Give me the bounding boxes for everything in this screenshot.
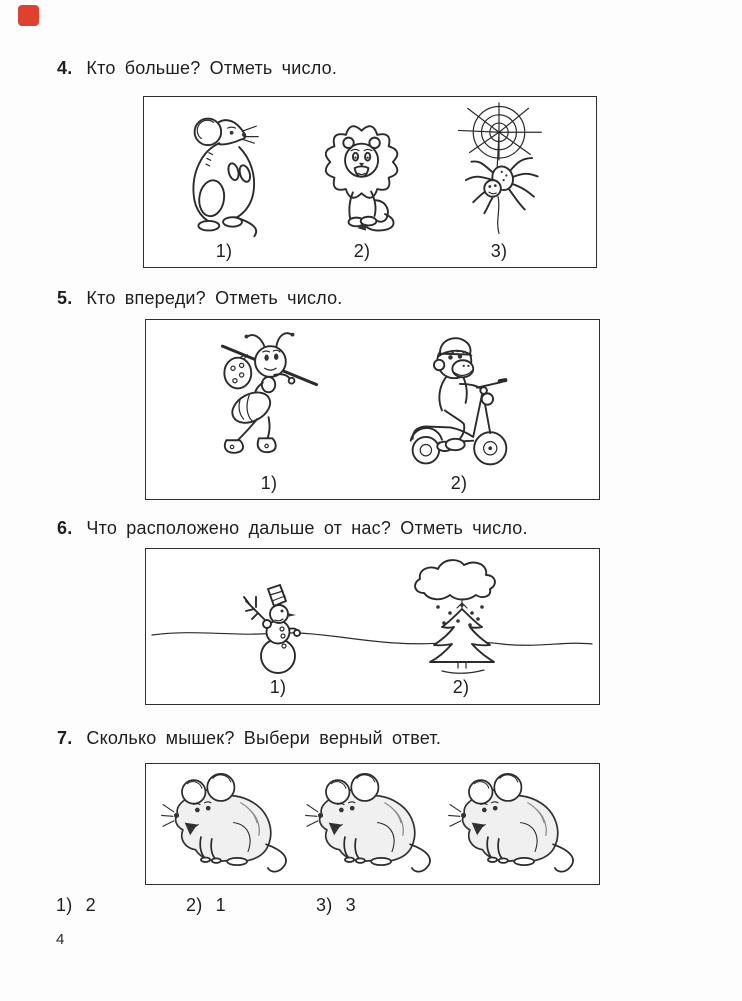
figure-option-mouse[interactable] bbox=[180, 111, 268, 262]
red-corner-marker bbox=[18, 5, 39, 26]
answer-2-value[interactable]: 1 bbox=[215, 895, 226, 915]
task-4-option-2-label[interactable]: 2) bbox=[353, 241, 371, 261]
answer-option-3[interactable] bbox=[316, 895, 356, 916]
task-4-option-3-label[interactable]: 3) bbox=[490, 241, 508, 261]
task-5-option-1-label[interactable]: 1) bbox=[260, 473, 278, 493]
task-4-heading bbox=[57, 57, 337, 79]
lion-icon bbox=[312, 118, 412, 239]
gray-mouse-icon bbox=[448, 772, 584, 876]
answer-1-label[interactable]: 1) bbox=[56, 895, 73, 915]
answer-option-2[interactable] bbox=[186, 895, 226, 916]
answer-option-1[interactable] bbox=[56, 895, 96, 916]
task-5-figure-box bbox=[145, 319, 600, 500]
answer-1-value[interactable]: 2 bbox=[85, 895, 96, 915]
answer-3-label[interactable]: 3) bbox=[316, 895, 333, 915]
task-6-option-1-label[interactable]: 1) bbox=[269, 677, 287, 697]
task-6-number: 6. bbox=[57, 518, 73, 538]
task-7-heading bbox=[57, 727, 441, 749]
monkey-on-scooter-icon bbox=[396, 329, 522, 471]
figure-option-scooter[interactable] bbox=[396, 329, 522, 494]
task-7-question: Сколько мышек? Выбери верный ответ. bbox=[86, 728, 442, 748]
task-5-option-2-label[interactable]: 2) bbox=[450, 473, 468, 493]
task-5-question: Кто впереди? Отметь число. bbox=[86, 288, 343, 308]
task-4-figure-box bbox=[143, 96, 597, 268]
task-5-heading bbox=[57, 287, 342, 309]
page-number: 4 bbox=[56, 931, 65, 948]
mouse-icon bbox=[180, 111, 268, 239]
mice-row bbox=[146, 764, 599, 884]
task-6-heading bbox=[57, 517, 528, 539]
figure-option-lion[interactable] bbox=[312, 118, 412, 262]
winter-scene-illustration bbox=[146, 549, 597, 702]
answer-2-label[interactable]: 2) bbox=[186, 895, 203, 915]
task-6-option-2-label[interactable]: 2) bbox=[452, 677, 470, 697]
task-7-number: 7. bbox=[57, 728, 73, 748]
figure-option-ant[interactable] bbox=[209, 325, 329, 494]
task-6-figure-box bbox=[145, 548, 600, 705]
spider-on-web-icon bbox=[453, 101, 545, 239]
figure-option-spider[interactable] bbox=[453, 101, 545, 262]
gray-mouse-icon bbox=[305, 772, 441, 876]
task-4-number: 4. bbox=[57, 58, 73, 78]
task-4-option-1-label[interactable]: 1) bbox=[215, 241, 233, 261]
task-6-question: Что расположено дальше от нас? Отметь число. bbox=[86, 518, 528, 538]
task-7-figure-box bbox=[145, 763, 600, 885]
task-5-number: 5. bbox=[57, 288, 73, 308]
task-4-question: Кто больше? Отметь число. bbox=[86, 58, 338, 78]
answer-3-value[interactable]: 3 bbox=[345, 895, 356, 915]
gray-mouse-icon bbox=[161, 772, 297, 876]
ant-with-bindle-icon bbox=[209, 325, 329, 471]
